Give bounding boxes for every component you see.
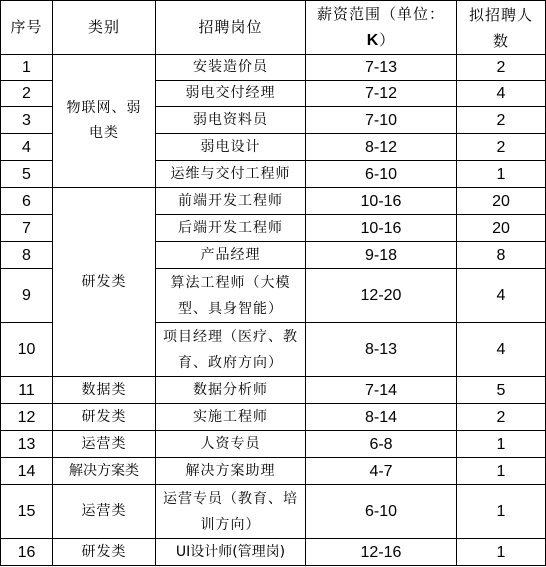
row-no: 14 <box>1 458 53 485</box>
table-row <box>1 458 546 485</box>
count-cell: 1 <box>457 485 546 539</box>
position-cell: 弱电资料员 <box>156 107 306 134</box>
position-cell: UI设计师(管理岗) <box>156 539 306 566</box>
count-cell: 1 <box>457 539 546 566</box>
category-cell: 研发类 <box>53 188 156 377</box>
row-no: 8 <box>1 242 53 269</box>
category-cell: 运营类 <box>53 485 156 539</box>
category-cell: 数据类 <box>53 377 156 404</box>
category-cell: 研发类 <box>53 539 156 566</box>
salary-cell: 7-10 <box>306 107 457 134</box>
category-cell: 物联网、弱电类 <box>53 55 156 188</box>
header-salary-unit: K <box>366 32 380 49</box>
count-cell: 2 <box>457 107 546 134</box>
row-no: 1 <box>1 55 53 81</box>
header-salary-text: 薪资范围（单位： <box>316 5 445 23</box>
position-cell: 安装造价员 <box>156 55 306 81</box>
salary-cell: 8-12 <box>306 134 457 161</box>
category-cell: 研发类 <box>53 404 156 431</box>
salary-cell: 12-16 <box>306 539 457 566</box>
count-cell: 2 <box>457 134 546 161</box>
header-headcount: 拟招聘人数 <box>457 1 546 55</box>
header-position: 招聘岗位 <box>156 1 306 55</box>
count-cell: 1 <box>457 161 546 188</box>
salary-cell: 8-13 <box>306 323 457 377</box>
salary-cell: 6-8 <box>306 431 457 458</box>
row-no: 5 <box>1 161 53 188</box>
row-no: 3 <box>1 107 53 134</box>
row-no: 10 <box>1 323 53 377</box>
count-cell: 4 <box>457 81 546 107</box>
header-row <box>1 1 546 55</box>
row-no: 4 <box>1 134 53 161</box>
position-cell: 人资专员 <box>156 431 306 458</box>
table-row <box>1 431 546 458</box>
salary-cell: 7-13 <box>306 55 457 81</box>
salary-cell: 12-20 <box>306 269 457 323</box>
count-cell: 20 <box>457 188 546 215</box>
count-cell: 2 <box>457 404 546 431</box>
position-cell: 算法工程师（大模型、具身智能） <box>156 269 306 323</box>
position-cell: 后端开发工程师 <box>156 215 306 242</box>
category-cell: 解决方案类 <box>53 458 156 485</box>
header-salary-close: ） <box>379 31 396 49</box>
salary-cell: 8-14 <box>306 404 457 431</box>
position-cell: 弱电交付经理 <box>156 81 306 107</box>
salary-cell: 10-16 <box>306 215 457 242</box>
salary-cell: 6-10 <box>306 485 457 539</box>
position-cell: 实施工程师 <box>156 404 306 431</box>
position-cell: 数据分析师 <box>156 377 306 404</box>
table-row <box>1 55 546 81</box>
table-row <box>1 188 546 215</box>
position-cell: 弱电设计 <box>156 134 306 161</box>
position-cell: 项目经理（医疗、教育、政府方向） <box>156 323 306 377</box>
table-row <box>1 539 546 566</box>
row-no: 16 <box>1 539 53 566</box>
count-cell: 8 <box>457 242 546 269</box>
position-cell: 前端开发工程师 <box>156 188 306 215</box>
salary-cell: 9-18 <box>306 242 457 269</box>
row-no: 9 <box>1 269 53 323</box>
row-no: 13 <box>1 431 53 458</box>
salary-cell: 10-16 <box>306 188 457 215</box>
count-cell: 1 <box>457 458 546 485</box>
salary-cell: 7-14 <box>306 377 457 404</box>
row-no: 11 <box>1 377 53 404</box>
position-cell: 运营专员（教育、培训方向） <box>156 485 306 539</box>
table-row <box>1 377 546 404</box>
table-row <box>1 485 546 539</box>
salary-cell: 7-12 <box>306 81 457 107</box>
count-cell: 4 <box>457 269 546 323</box>
salary-cell: 4-7 <box>306 458 457 485</box>
row-no: 12 <box>1 404 53 431</box>
row-no: 7 <box>1 215 53 242</box>
count-cell: 5 <box>457 377 546 404</box>
header-salary <box>306 1 457 55</box>
count-cell: 20 <box>457 215 546 242</box>
position-cell: 产品经理 <box>156 242 306 269</box>
header-no: 序号 <box>1 1 53 55</box>
row-no: 6 <box>1 188 53 215</box>
count-cell: 4 <box>457 323 546 377</box>
row-no: 2 <box>1 81 53 107</box>
row-no: 15 <box>1 485 53 539</box>
salary-cell: 6-10 <box>306 161 457 188</box>
position-cell: 运维与交付工程师 <box>156 161 306 188</box>
count-cell: 1 <box>457 431 546 458</box>
header-category: 类别 <box>53 1 156 55</box>
position-cell: 解决方案助理 <box>156 458 306 485</box>
count-cell: 2 <box>457 55 546 81</box>
table-row <box>1 404 546 431</box>
category-cell: 运营类 <box>53 431 156 458</box>
